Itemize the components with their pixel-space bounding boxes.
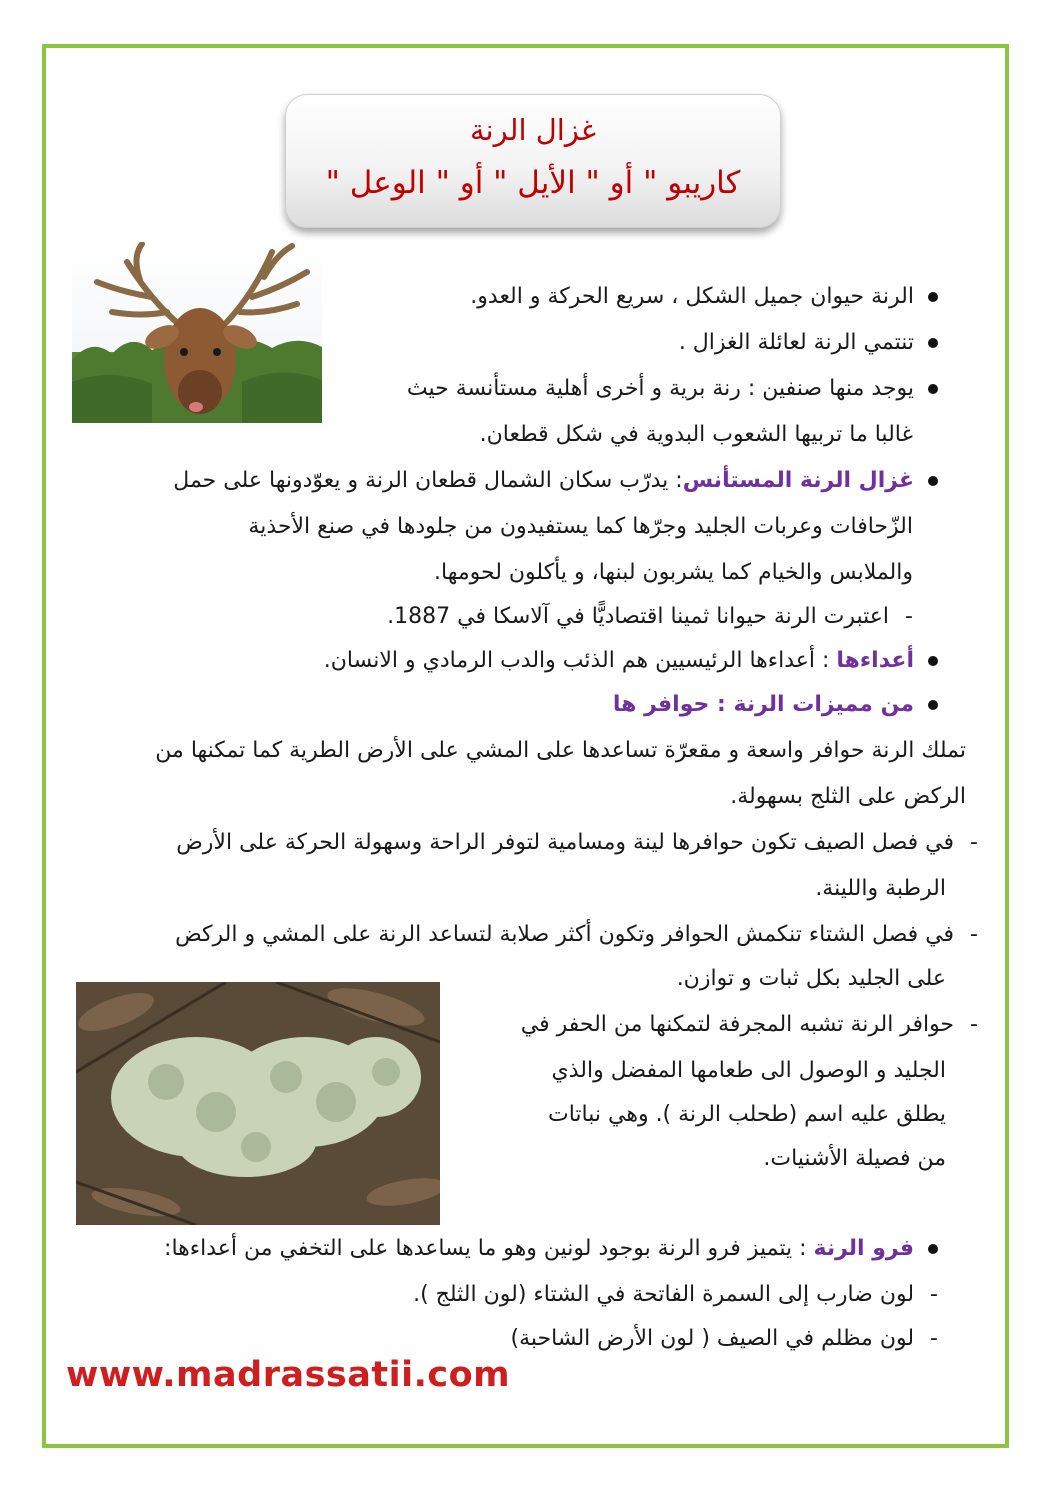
list-item: -لون ضارب إلى السمرة الفاتحة في الشتاء (لون الثلج ). [413,1280,938,1310]
hooves-heading: من مميزات الرنة : حوافر ها [612,692,914,717]
paragraph-line: الزّحافات وعربات الجليد وجرّها كما يستفيدون من جلودها في صنع الأحذية [248,514,913,539]
list-item: غزال الرنة المستأنس: يدرّب سكان الشمال قطعان الرنة و يعوّدونها على حمل [173,466,938,496]
bullet-icon [928,1244,938,1254]
paragraph-line: الجليد و الوصول الى طعامها المفضل والذي [551,1058,946,1083]
paragraph-line: على الجليد بكل ثبات و توازن. [676,966,946,991]
bullet-icon [928,700,938,710]
list-item: -لون مظلم في الصيف ( لون الأرض الشاحبة) [511,1324,939,1354]
bullet-icon [928,292,938,302]
dash-icon: - [970,1012,978,1037]
paragraph-line: تملك الرنة حوافر واسعة و مقعرّة تساعدها على المشي على الأرض الطرية كما تمكنها من [155,738,966,763]
list-item: -حوافر الرنة تشبه المجرفة لتمكنها من الحفر في [521,1010,978,1040]
list-item: -في فصل الصيف تكون حوافرها لينة ومسامية لتوفر الراحة وسهولة الحركة على الأرض [176,828,978,858]
paragraph-line: من فصيلة الأشنيات. [763,1146,946,1171]
bullet-icon [928,338,938,348]
list-item: تنتمي الرنة لعائلة الغزال . [679,328,938,358]
deer-photo [72,242,322,423]
bullet-icon [928,656,938,666]
list-item: -في فصل الشتاء تنكمش الحوافر وتكون أكثر صلابة لتساعد الرنة على المشي و الركض [175,920,978,950]
page-subtitle: كاريبو " أو " الأيل " أو " الوعل " [325,165,741,201]
enemies-heading: أعداءها [836,648,914,673]
paragraph-line: والملابس والخيام كما يشربون لبنها، و يأكلون لحومها. [434,560,913,585]
dash-icon: - [930,1282,938,1307]
title-box [285,94,781,228]
page-title: غزال الرنة [469,113,597,147]
list-item: فرو الرنة : يتميز فرو الرنة بوجود لونين وهو ما يساعدها على التخفي من أعداءها: [164,1234,938,1264]
list-item: -اعتبرت الرنة حيوانا ثمينا اقتصاديًّا في آلاسكا في 1887. [387,602,913,632]
dash-icon: - [970,922,978,947]
dash-icon: - [970,830,978,855]
paragraph-line: الركض على الثلج بسهولة. [730,784,966,809]
list-item: يوجد منها صنفين : رنة برية و أخرى أهلية مستأنسة حيث [407,374,938,404]
fur-heading: فرو الرنة [813,1236,914,1261]
paragraph-line: يطلق عليه اسم (طحلب الرنة ). وهي نباتات [548,1102,946,1127]
bullet-icon [928,476,938,486]
list-item-continuation: غالبا ما تربيها الشعوب البدوية في شكل قطعان. [479,422,913,447]
domesticated-heading: غزال الرنة المستأنس [682,468,914,493]
list-item: أعداءها : أعداءها الرئيسيين هم الذئب والدب الرمادي و الانسان. [324,646,938,676]
bullet-icon [928,384,938,394]
site-logo: www.madrassatii.com [66,1355,511,1395]
dash-icon: - [930,1326,938,1351]
list-item [613,690,938,720]
paragraph-line: الرطبة واللينة. [815,876,946,901]
lichen-photo [76,982,440,1225]
list-item: الرنة حيوان جميل الشكل ، سريع الحركة و العدو. [470,282,938,312]
dash-icon: - [905,604,913,629]
